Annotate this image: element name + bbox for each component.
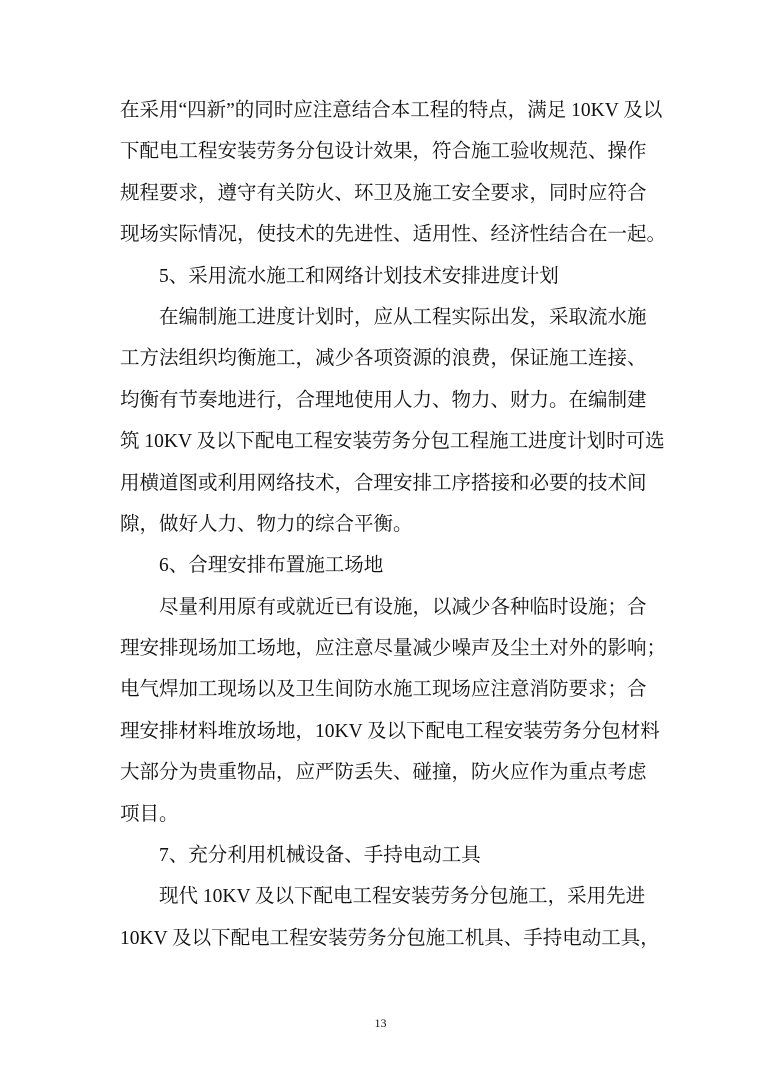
text-line: 在采用“四新”的同时应注意结合本工程的特点，满足 10KV 及以 — [120, 100, 663, 121]
text-line: 用横道图或利用网络技术，合理安排工序搭接和必要的技术间 — [120, 472, 647, 494]
text-line: 均衡有节奏地进行，合理地使用人力、物力、财力。在编制建 — [120, 389, 647, 411]
text-line: 理安排材料堆放场地，10KV 及以下配电工程安装劳务分包材料 — [120, 720, 660, 742]
text-line: 隙，做好人力、物力的综合平衡。 — [120, 513, 413, 535]
text-line: 大部分为贵重物品，应严防丢失、碰撞，防火应作为重点考虑 — [120, 762, 647, 784]
section-heading: 6、合理安排布置施工场地 — [159, 555, 384, 577]
text-line: 筑 10KV 及以下配电工程安装劳务分包工程施工进度计划时可选 — [120, 431, 665, 453]
page-number: 13 — [374, 1016, 387, 1030]
text-line: 工方法组织均衡施工，减少各项资源的浪费，保证施工连接、 — [120, 348, 647, 370]
text-line: 电气焊加工现场以及卫生间防水施工现场应注意消防要求；合 — [120, 679, 647, 701]
text-line: 下配电工程安装劳务分包设计效果，符合施工验收规范、操作 — [120, 141, 647, 163]
text-line: 理安排现场加工场地，应注意尽量减少噪声及尘土对外的影响； — [120, 638, 667, 660]
text-line: 规程要求，遵守有关防火、环卫及施工安全要求，同时应符合 — [120, 182, 647, 204]
text-line: 10KV 及以下配电工程安装劳务分包施工机具、手持电动工具， — [120, 927, 660, 949]
text-line: 项目。 — [120, 803, 179, 825]
section-heading: 7、充分利用机械设备、手持电动工具 — [159, 845, 481, 867]
section-heading: 5、采用流水施工和网络计划技术安排进度计划 — [159, 265, 559, 287]
text-line: 在编制施工进度计划时，应从工程实际出发，采取流水施 — [159, 306, 647, 328]
text-line: 现代 10KV 及以下配电工程安装劳务分包施工，采用先进 — [159, 886, 646, 908]
text-line: 现场实际情况，使技术的先进性、适用性、经济性结合在一起。 — [120, 224, 667, 246]
text-line: 尽量利用原有或就近已有设施，以减少各种临时设施；合 — [159, 596, 647, 618]
document-body — [120, 90, 667, 959]
